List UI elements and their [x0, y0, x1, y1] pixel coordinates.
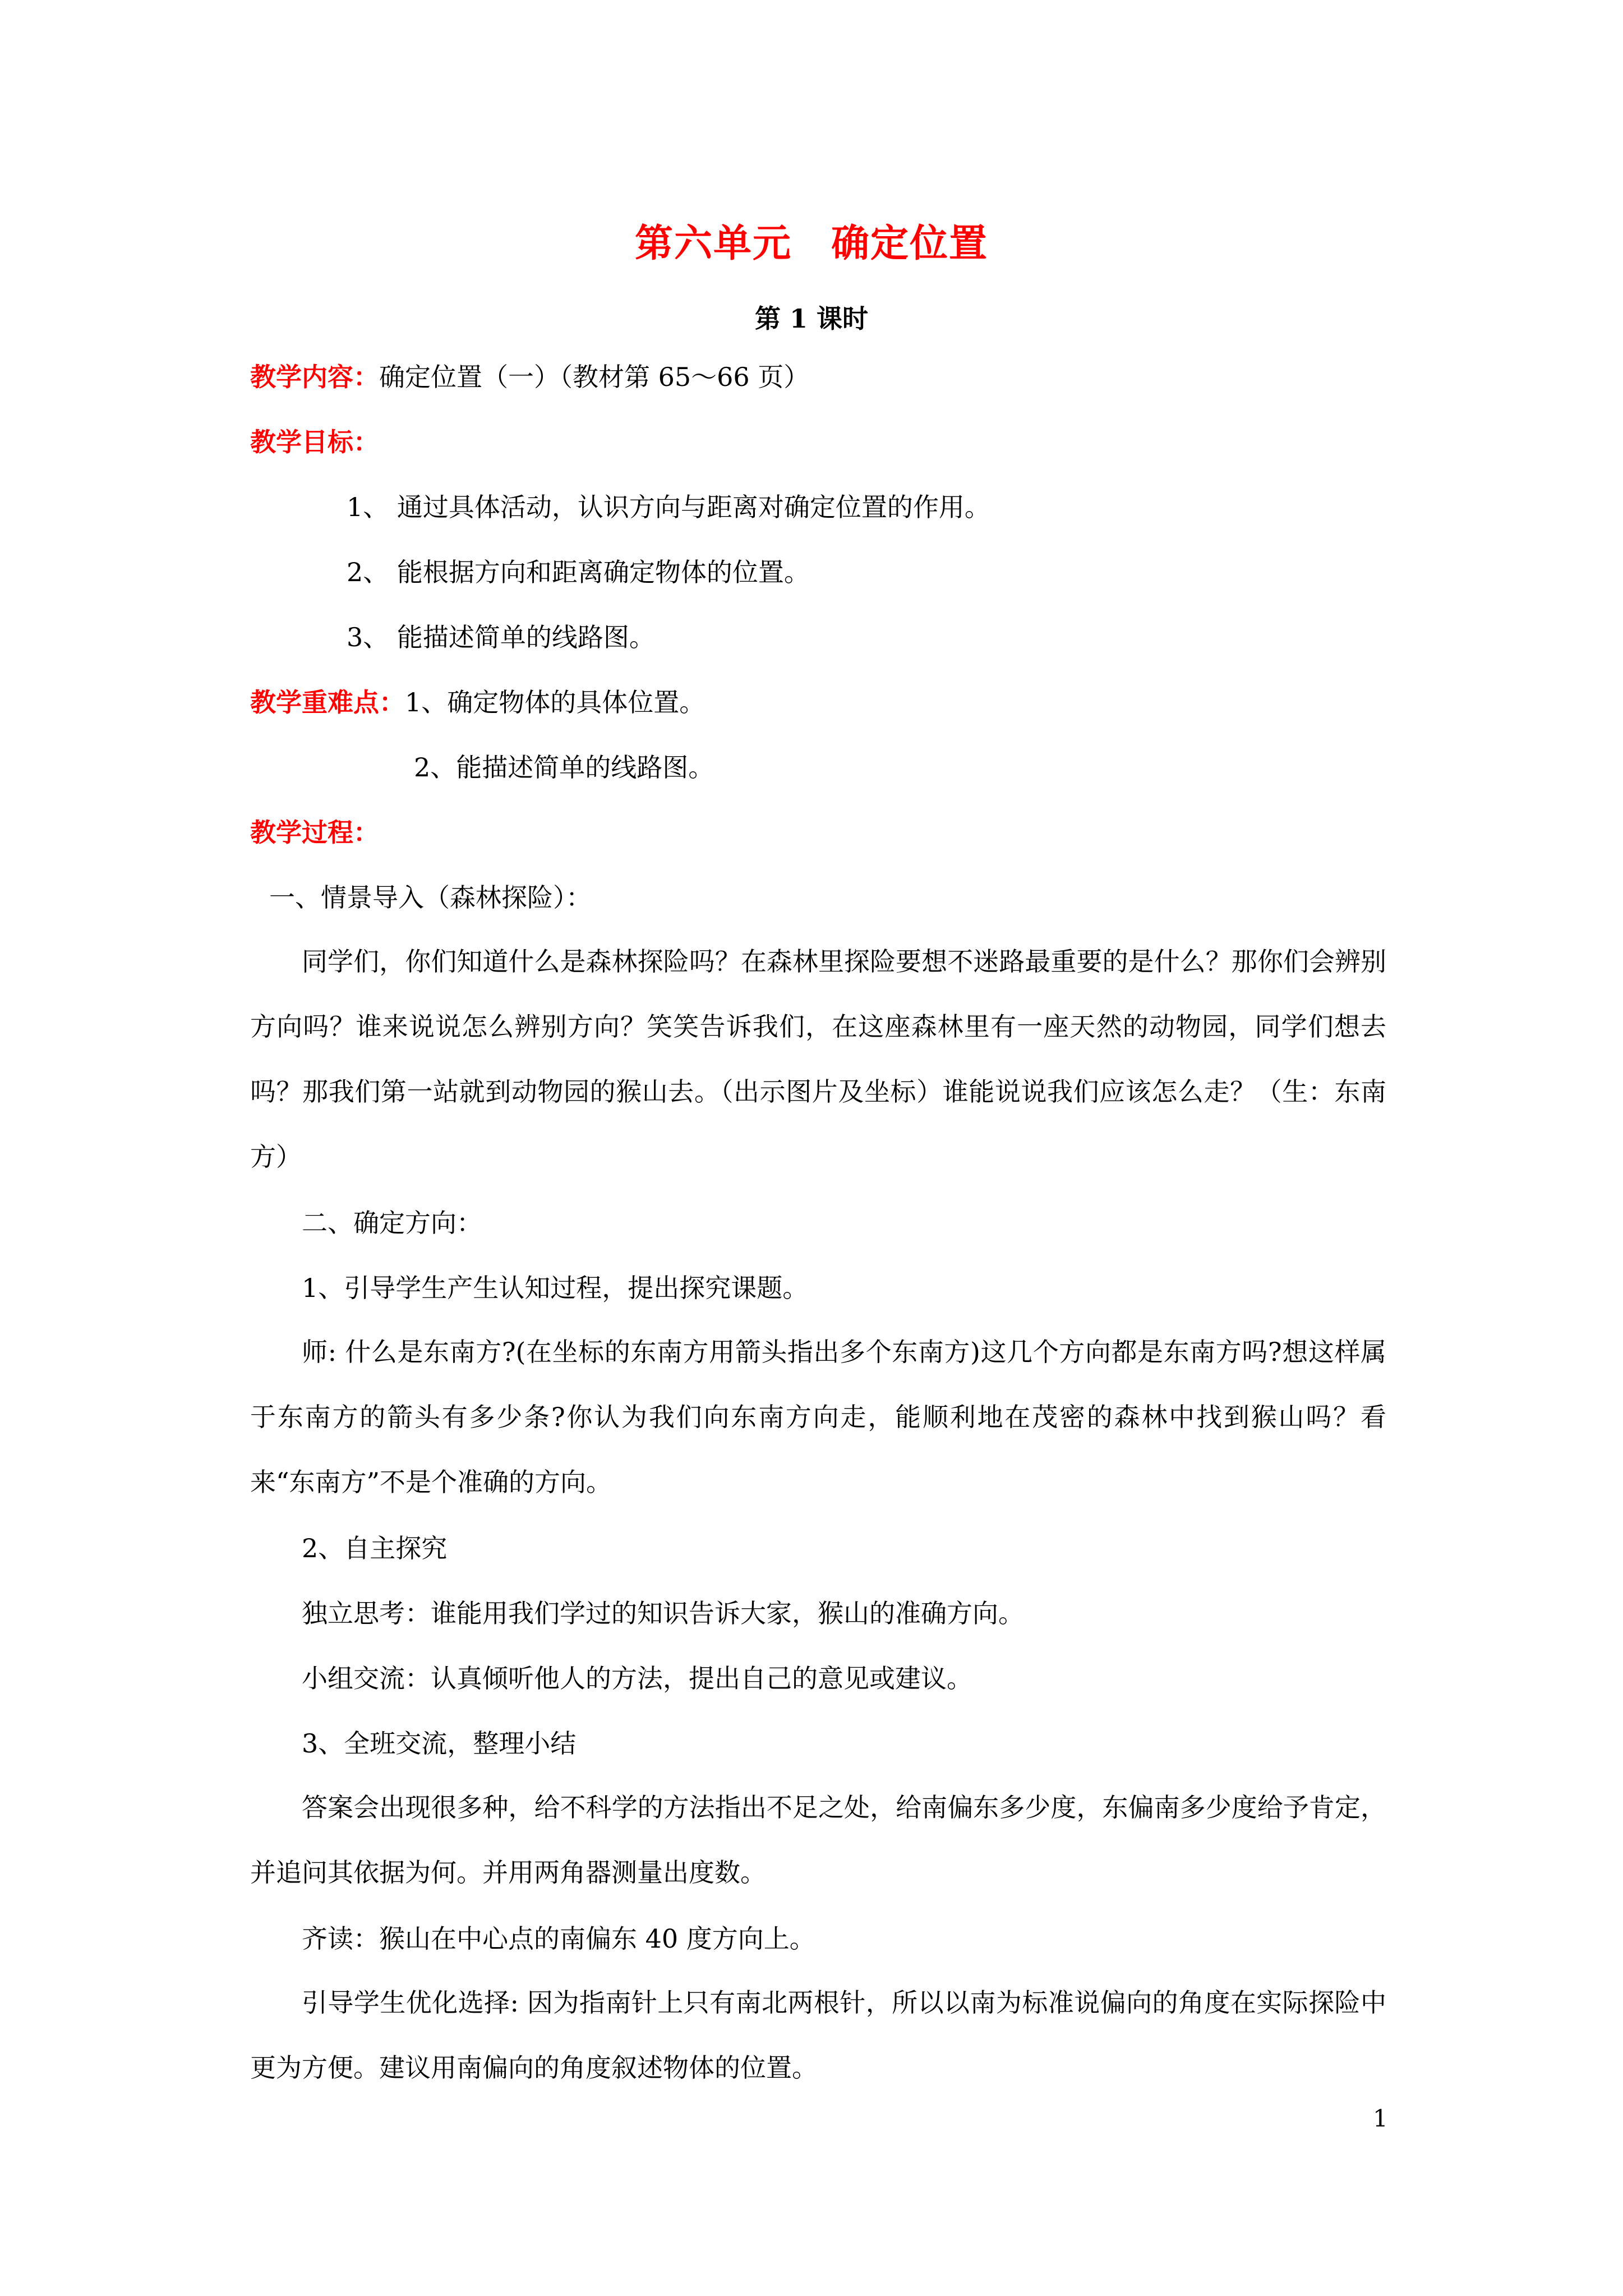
keypoints-label: 教学重难点： [250, 687, 405, 717]
lesson-subtitle: 第 1 课时 [754, 303, 869, 334]
content-line [250, 360, 809, 394]
keypoint-item-1: 1、确定物体的具体位置。 [405, 687, 706, 717]
paragraph-optimize: 引导学生优化选择: 因为指南针上只有南北两根针，所以以南为标准说偏向的角度在实际探险中更为方便。建议用南偏向的角度叙述物体的位置。 [250, 1987, 1386, 2083]
paragraph-intro: 同学们，你们知道什么是森林探险吗？在森林里探险要想不迷路最重要的是什么？那你们会辨别方向吗？谁来说说怎么辨别方向？笑笑告诉我们，在这座森林里有一座天然的动物园，同学们想去吗？那我们第一站就到动物园的猴山去。（出示图片及坐标）谁能说说我们应该怎么走？（生：东南方） [250, 946, 1386, 1172]
step-3: 3、全班交流，整理小结 [302, 1728, 577, 1759]
process-label: 教学过程： [250, 817, 379, 848]
content-text: 确定位置（一）（教材第 65～66 页） [379, 362, 810, 392]
page-title: 第六单元 确定位置 [634, 221, 988, 266]
group-discussion: 小组交流：认真倾听他人的方法，提出自己的意见或建议。 [302, 1663, 972, 1694]
read-aloud: 齐读：猴山在中心点的南偏东 40 度方向上。 [302, 1924, 815, 1954]
step-1: 1、引导学生产生认知过程，提出探究课题。 [302, 1273, 809, 1303]
section-heading-2: 二、确定方向： [302, 1208, 482, 1238]
step-2: 2、自主探究 [302, 1533, 448, 1563]
section-heading-1: 一、情景导入（森林探险）： [269, 882, 592, 913]
keypoint-item-2: 2、能描述简单的线路图。 [414, 752, 714, 783]
goal-item-2: 2、 能根据方向和距离确定物体的位置。 [347, 557, 810, 587]
page-number: 1 [1373, 2105, 1388, 2132]
independent-thinking: 独立思考：谁能用我们学过的知识告诉大家，猴山的准确方向。 [302, 1598, 1024, 1628]
goal-item-1: 1、 通过具体活动，认识方向与距离对确定位置的作用。 [347, 492, 990, 522]
paragraph-answers: 答案会出现很多种，给不科学的方法指出不足之处，给南偏东多少度，东偏南多少度给予肯定，并追问其依据为何。并用两角器测量出度数。 [250, 1792, 1386, 1888]
paragraph-teacher: 师: 什么是东南方?(在坐标的东南方用箭头指出多个东南方)这几个方向都是东南方吗?想这样属于东南方的箭头有多少条?你认为我们向东南方向走，能顺利地在茂密的森林中找到猴山吗？看来“东南方”不是个准确的方向。 [250, 1337, 1386, 1497]
keypoints-line [250, 685, 705, 719]
content-label: 教学内容： [250, 362, 379, 392]
goal-item-3: 3、 能描述简单的线路图。 [347, 622, 655, 652]
goals-label: 教学目标： [250, 427, 379, 457]
